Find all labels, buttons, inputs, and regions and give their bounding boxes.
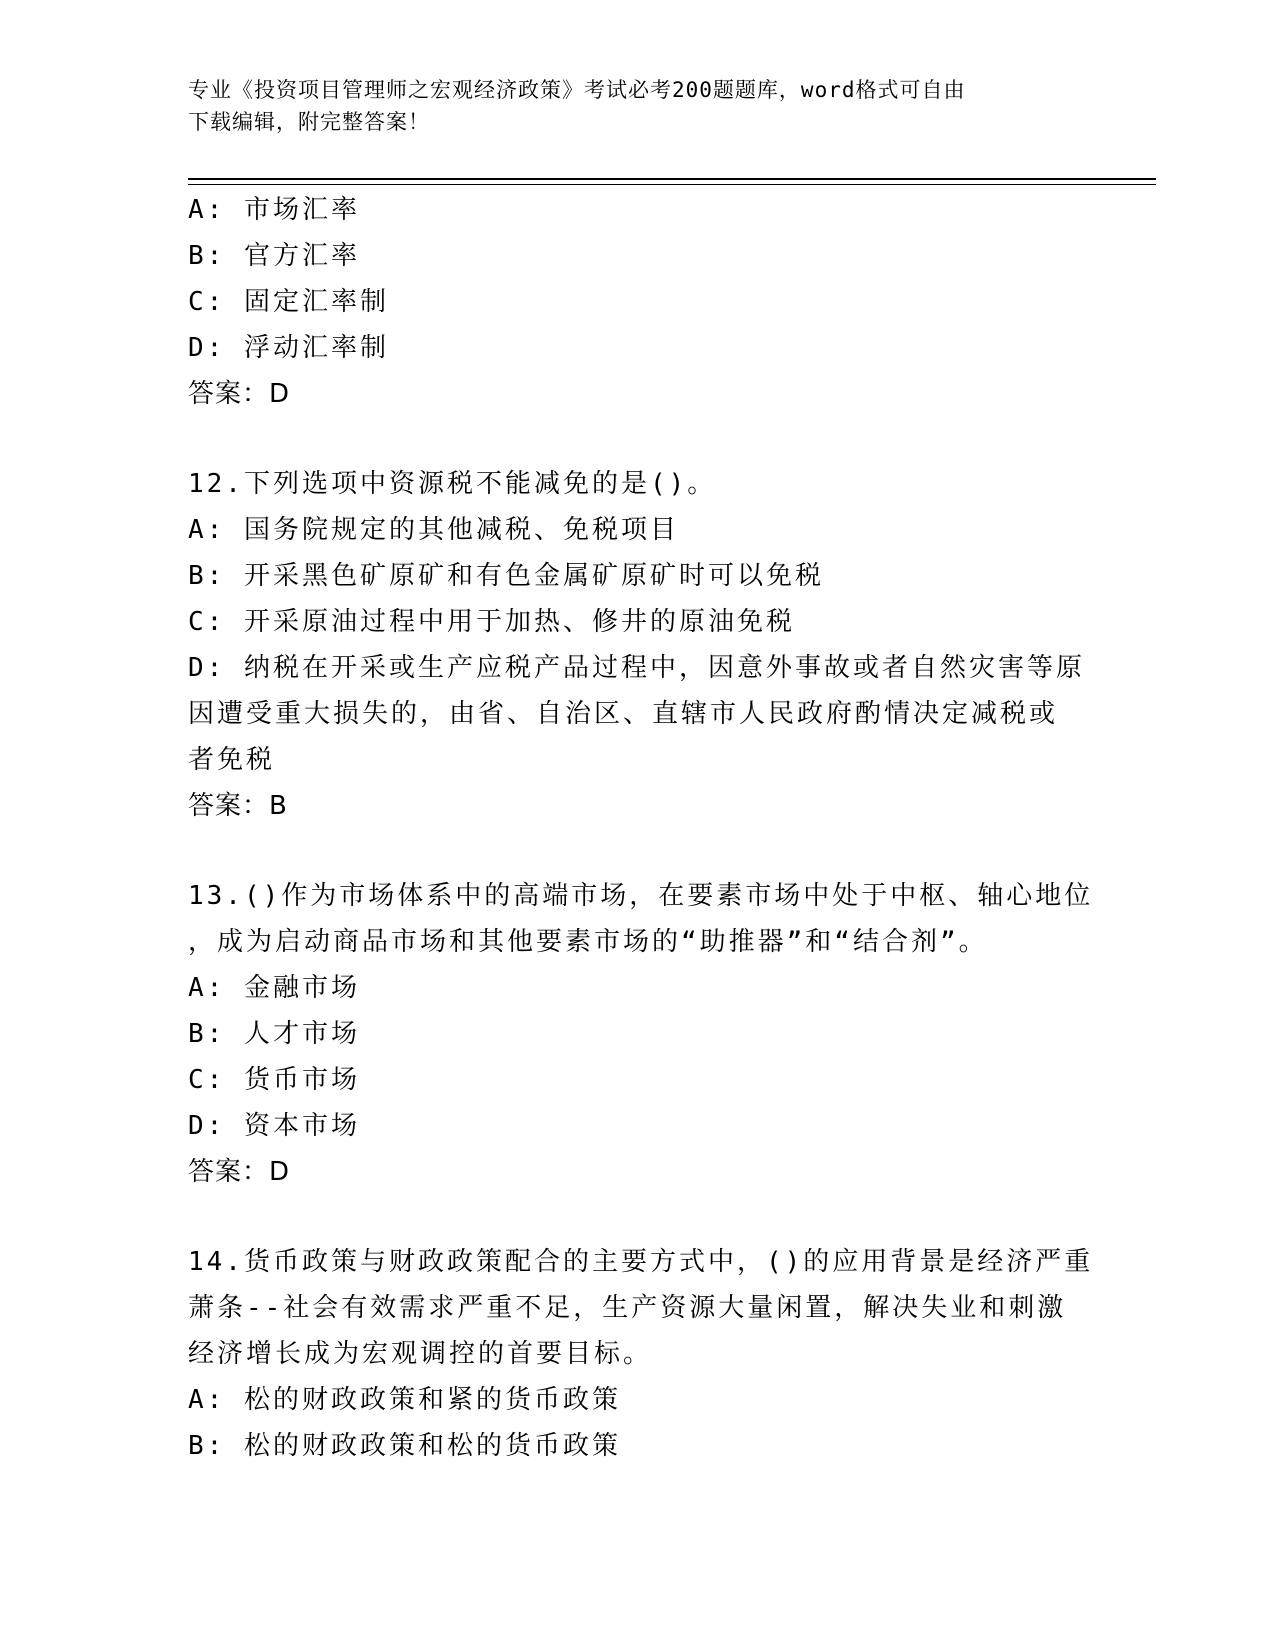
option-c: C: 固定汇率制 bbox=[188, 287, 389, 317]
question-list bbox=[188, 187, 1094, 1469]
option-d-line-1: D: 纳税在开采或生产应税产品过程中，因意外事故或者自然灾害等原 bbox=[188, 653, 1085, 683]
question-stem-line-2: 萧条--社会有效需求严重不足，生产资源大量闲置，解决失业和刺激 bbox=[188, 1293, 1067, 1323]
question-11 bbox=[188, 187, 1088, 417]
question-stem-line-1: 13.()作为市场体系中的高端市场，在要素市场中处于中枢、轴心地位 bbox=[188, 881, 1094, 911]
option-b: B: 开采黑色矿原矿和有色金属矿原矿时可以免税 bbox=[188, 561, 824, 591]
question-13 bbox=[188, 873, 1094, 1195]
option-b: B: 官方汇率 bbox=[188, 241, 360, 271]
option-a: A: 松的财政政策和紧的货币政策 bbox=[188, 1385, 621, 1415]
header-divider-thin bbox=[188, 184, 1156, 185]
document-header bbox=[188, 74, 1068, 138]
option-d-line-2: 因遭受重大损失的，由省、自治区、直辖市人民政府酌情决定减税或 bbox=[188, 699, 1059, 729]
header-line-2: 下载编辑，附完整答案！ bbox=[188, 110, 430, 134]
option-a: A: 国务院规定的其他减税、免税项目 bbox=[188, 515, 679, 545]
option-d-line-3: 者免税 bbox=[188, 745, 276, 775]
answer-line: 答案：D bbox=[188, 379, 291, 409]
option-c: C: 货币市场 bbox=[188, 1065, 360, 1095]
option-a: A: 市场汇率 bbox=[188, 195, 360, 225]
question-stem-line-1: 14.货币政策与财政政策配合的主要方式中，()的应用背景是经济严重 bbox=[188, 1247, 1094, 1277]
question-14 bbox=[188, 1239, 1094, 1469]
header-divider-thick bbox=[188, 178, 1156, 180]
answer-line: 答案：D bbox=[188, 1157, 291, 1187]
question-stem: 12.下列选项中资源税不能减免的是()。 bbox=[188, 469, 717, 499]
option-d: D: 浮动汇率制 bbox=[188, 333, 389, 363]
question-12 bbox=[188, 461, 1088, 829]
question-stem-line-3: 经济增长成为宏观调控的首要目标。 bbox=[188, 1339, 653, 1369]
question-spacer bbox=[188, 1195, 1088, 1239]
header-line-1: 专业《投资项目管理师之宏观经济政策》考试必考200题题库，word格式可自由 bbox=[188, 78, 966, 102]
question-spacer bbox=[188, 829, 1088, 873]
option-b: B: 松的财政政策和松的货币政策 bbox=[188, 1431, 621, 1461]
question-stem-line-2: ，成为启动商品市场和其他要素市场的“助推器”和“结合剂”。 bbox=[188, 927, 988, 957]
option-c: C: 开采原油过程中用于加热、修井的原油免税 bbox=[188, 607, 795, 637]
answer-line: 答案：B bbox=[188, 791, 288, 821]
question-spacer bbox=[188, 417, 1088, 461]
option-b: B: 人才市场 bbox=[188, 1019, 360, 1049]
option-a: A: 金融市场 bbox=[188, 973, 360, 1003]
option-d: D: 资本市场 bbox=[188, 1111, 360, 1141]
